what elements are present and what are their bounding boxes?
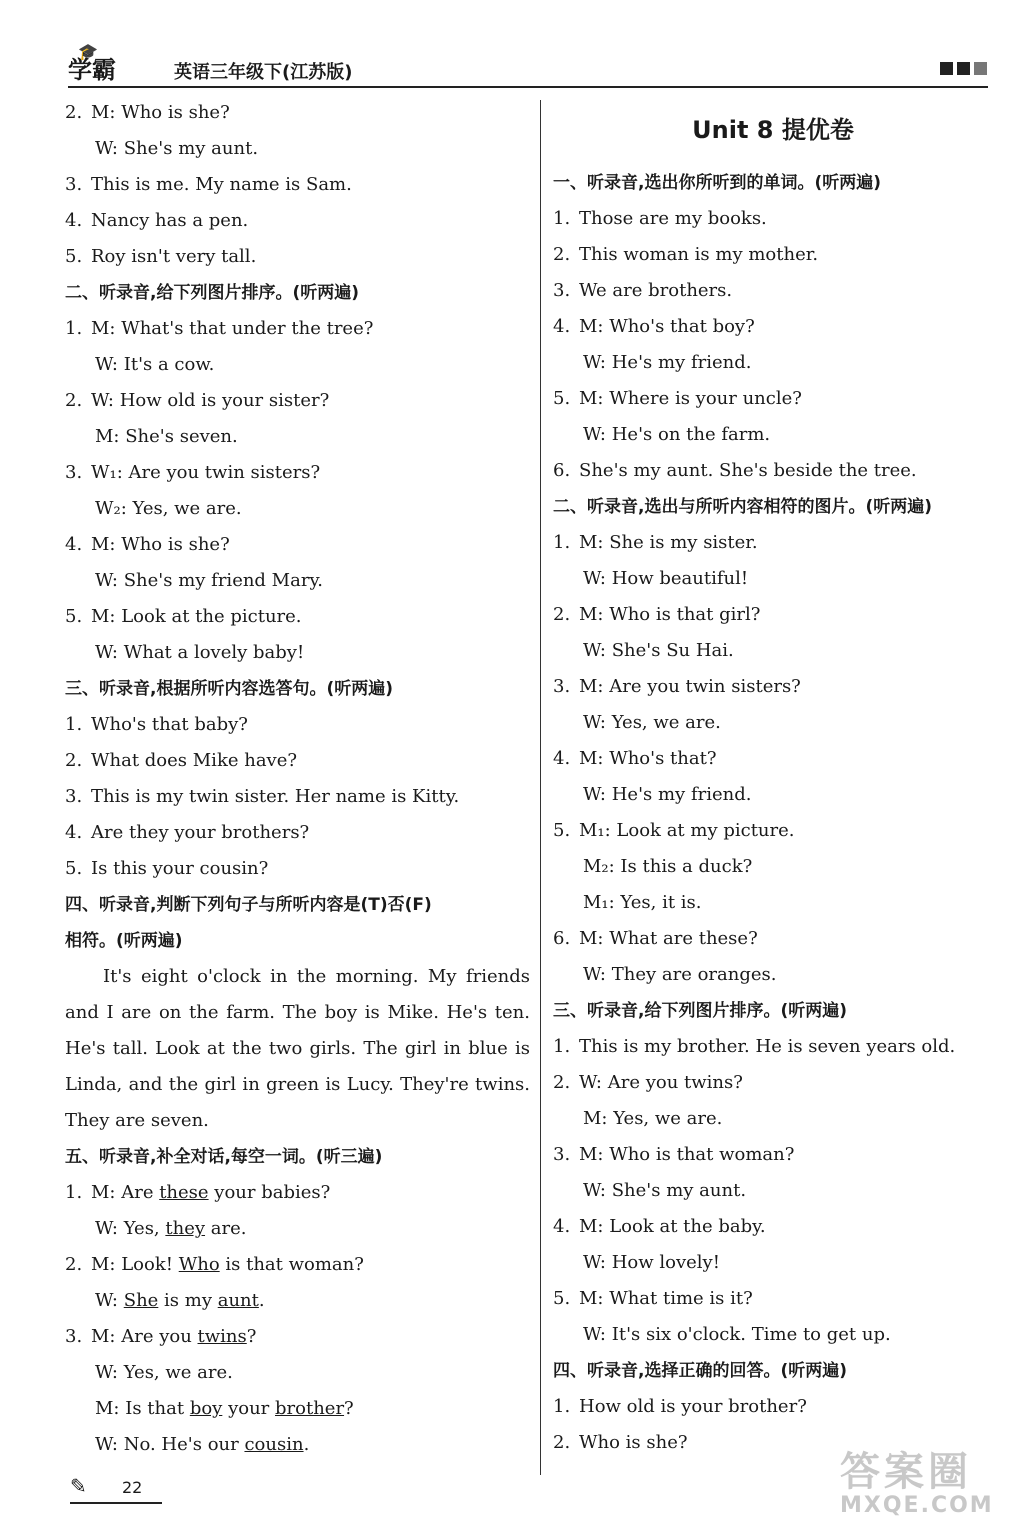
item-number: 3.	[65, 786, 83, 807]
script-line	[65, 563, 530, 599]
script-line	[553, 885, 993, 921]
filled-answer: She	[123, 1290, 159, 1311]
script-line	[65, 347, 530, 383]
answer-line: 2. M: Look! Who is that woman?	[65, 1254, 364, 1275]
line-text: W: How beautiful!	[583, 568, 749, 589]
line-text: W: What a lovely baby!	[95, 642, 305, 663]
line-text: Roy isn't very tall.	[91, 246, 257, 267]
line-text: W: He's my friend.	[583, 352, 752, 373]
script-line	[553, 1137, 993, 1173]
item-number: 4.	[553, 1216, 571, 1237]
answer-line: W: Yes, they are.	[95, 1218, 247, 1239]
script-line	[553, 669, 993, 705]
answer-line: W: No. He's our cousin.	[95, 1434, 310, 1455]
script-line	[553, 273, 993, 309]
script-line	[553, 453, 993, 489]
script-line	[553, 849, 993, 885]
script-line	[65, 239, 530, 275]
script-line	[553, 309, 993, 345]
line-text: W: She's my aunt.	[95, 138, 259, 159]
script-line	[65, 419, 530, 455]
script-line	[553, 525, 993, 561]
line-text: W: He's on the farm.	[583, 424, 771, 445]
answer-line: 3. M: Are you twins?	[65, 1326, 257, 1347]
section-heading: 二、听录音,给下列图片排序。(听两遍)	[65, 283, 359, 303]
script-line	[65, 779, 530, 815]
script-line	[65, 743, 530, 779]
line-text: W: How lovely!	[583, 1252, 720, 1273]
item-number: 1.	[553, 1396, 571, 1417]
item-number: 2.	[553, 1072, 571, 1093]
script-line	[553, 1029, 993, 1065]
line-text: W₂: Yes, we are.	[95, 498, 242, 519]
line-text: This is my twin sister. Her name is Kitty.	[91, 786, 460, 807]
section-heading: 四、听录音,判断下列句子与所听内容是(T)否(F)	[65, 895, 432, 915]
line-text: M: Who's that boy?	[579, 316, 755, 337]
script-line	[553, 1245, 993, 1281]
section-heading: 三、听录音,根据所听内容选答句。(听两遍)	[65, 679, 393, 699]
script-line	[553, 777, 993, 813]
filled-answer: twins	[197, 1326, 247, 1347]
script-line	[65, 635, 530, 671]
page-header	[68, 42, 988, 88]
line-text: M₁: Yes, it is.	[583, 892, 702, 913]
script-line	[65, 491, 530, 527]
line-text: M: Who is that girl?	[579, 604, 761, 625]
item-number: 4.	[553, 316, 571, 337]
item-number: 6.	[553, 460, 571, 481]
item-number: 2.	[553, 244, 571, 265]
script-line	[553, 705, 993, 741]
item-number: 2.	[65, 102, 83, 123]
item-number: 1.	[553, 532, 571, 553]
filled-answer: boy	[189, 1398, 223, 1419]
line-text: Is this your cousin?	[91, 858, 269, 879]
section-heading: 五、听录音,补全对话,每空一词。(听三遍)	[65, 1147, 383, 1167]
line-text: Who's that baby?	[91, 714, 248, 735]
script-line	[553, 813, 993, 849]
item-number: 1.	[65, 714, 83, 735]
filled-answer: brother	[275, 1398, 345, 1419]
line-text: M: Are you twin sisters?	[579, 676, 801, 697]
line-text: Who is she?	[579, 1432, 688, 1453]
script-line	[65, 527, 530, 563]
script-line	[553, 1101, 993, 1137]
item-number: 4.	[65, 210, 83, 231]
line-text: M: What time is it?	[579, 1288, 753, 1309]
filled-answer: these	[159, 1182, 209, 1203]
page-footer	[70, 1472, 162, 1504]
line-text: This is me. My name is Sam.	[91, 174, 352, 195]
script-line	[65, 707, 530, 743]
page-number: 22	[122, 1478, 143, 1497]
line-text: W: They are oranges.	[583, 964, 777, 985]
pencil-icon: ✎	[70, 1474, 87, 1498]
item-number: 3.	[553, 280, 571, 301]
square-icon	[974, 62, 987, 75]
line-text: Are they your brothers?	[91, 822, 310, 843]
brand-logo: 🎓 学霸	[68, 42, 116, 84]
item-number: 6.	[553, 928, 571, 949]
line-text: What does Mike have?	[91, 750, 298, 771]
line-text: M: Who's that?	[579, 748, 717, 769]
script-line	[65, 95, 530, 131]
section-heading: 二、听录音,选出与所听内容相符的图片。(听两遍)	[553, 497, 932, 517]
line-text: We are brothers.	[579, 280, 733, 301]
filled-answer: Who	[178, 1254, 220, 1275]
line-text: M₁: Look at my picture.	[579, 820, 795, 841]
filled-answer: cousin	[244, 1434, 304, 1455]
line-text: M: She is my sister.	[579, 532, 758, 553]
line-text: M: What are these?	[579, 928, 758, 949]
script-line	[553, 633, 993, 669]
book-title: 英语三年级下(江苏版)	[174, 62, 353, 83]
line-text: How old is your brother?	[579, 1396, 807, 1417]
script-line	[65, 167, 530, 203]
item-number: 1.	[553, 1036, 571, 1057]
script-line	[65, 383, 530, 419]
watermark: 答案圈 MXQE.COM	[840, 1449, 994, 1518]
line-text: This woman is my mother.	[579, 244, 819, 265]
script-line	[553, 1281, 993, 1317]
section-heading: 三、听录音,给下列图片排序。(听两遍)	[553, 1001, 847, 1021]
item-number: 1.	[553, 208, 571, 229]
script-line	[553, 1065, 993, 1101]
graduation-cap-icon: 🎓	[78, 42, 98, 61]
item-number: 4.	[65, 534, 83, 555]
left-column	[65, 95, 530, 1463]
filled-answer: they	[165, 1218, 206, 1239]
answer-line: 1. M: Are these your babies?	[65, 1182, 331, 1203]
item-number: 5.	[65, 246, 83, 267]
script-line	[65, 851, 530, 887]
script-line	[553, 1317, 993, 1353]
script-line	[553, 417, 993, 453]
item-number: 5.	[65, 606, 83, 627]
line-text: W: Are you twins?	[579, 1072, 743, 1093]
line-text: She's my aunt. She's beside the tree.	[579, 460, 917, 481]
line-text: W₁: Are you twin sisters?	[91, 462, 321, 483]
script-line	[553, 1173, 993, 1209]
script-line	[553, 921, 993, 957]
line-text: This is my brother. He is seven years old.	[579, 1036, 956, 1057]
script-line	[65, 311, 530, 347]
item-number: 5.	[553, 388, 571, 409]
item-number: 3.	[553, 676, 571, 697]
square-icon	[940, 62, 953, 75]
line-text: M₂: Is this a duck?	[583, 856, 753, 877]
script-line	[553, 201, 993, 237]
line-text: M: Who is she?	[91, 534, 230, 555]
script-line	[553, 1389, 993, 1425]
item-number: 3.	[65, 462, 83, 483]
line-text: Those are my books.	[579, 208, 767, 229]
line-text: W: It's a cow.	[95, 354, 215, 375]
square-icon	[957, 62, 970, 75]
script-line	[553, 345, 993, 381]
item-number: 3.	[65, 174, 83, 195]
script-line	[553, 741, 993, 777]
item-number: 4.	[65, 822, 83, 843]
script-line	[65, 455, 530, 491]
script-line	[65, 599, 530, 635]
line-text: Nancy has a pen.	[91, 210, 249, 231]
line-text: W: It's six o'clock. Time to get up.	[583, 1324, 891, 1345]
script-line	[553, 957, 993, 993]
script-line	[553, 237, 993, 273]
item-number: 2.	[553, 604, 571, 625]
answer-line: W: She is my aunt.	[95, 1290, 265, 1311]
line-text: W: She's my aunt.	[583, 1180, 747, 1201]
answer-line: W: Yes, we are.	[95, 1362, 233, 1383]
item-number: 4.	[553, 748, 571, 769]
column-divider	[540, 100, 541, 1475]
line-text: W: She's Su Hai.	[583, 640, 734, 661]
script-line	[553, 1209, 993, 1245]
section-heading: 一、听录音,选出你所听到的单词。(听两遍)	[553, 173, 881, 193]
line-text: M: Who is that woman?	[579, 1144, 795, 1165]
line-text: M: What's that under the tree?	[91, 318, 374, 339]
line-text: W: Yes, we are.	[583, 712, 721, 733]
line-text: W: He's my friend.	[583, 784, 752, 805]
section-heading-cont: 相符。(听两遍)	[65, 931, 183, 951]
line-text: M: Who is she?	[91, 102, 230, 123]
item-number: 2.	[553, 1432, 571, 1453]
line-text: W: She's my friend Mary.	[95, 570, 323, 591]
item-number: 5.	[65, 858, 83, 879]
script-line	[553, 381, 993, 417]
line-text: M: Where is your uncle?	[579, 388, 802, 409]
script-line	[65, 131, 530, 167]
item-number: 2.	[65, 390, 83, 411]
unit-title: Unit 8 提优卷	[692, 116, 854, 144]
item-number: 2.	[65, 750, 83, 771]
script-line	[553, 597, 993, 633]
line-text: M: She's seven.	[95, 426, 238, 447]
item-number: 3.	[553, 1144, 571, 1165]
line-text: W: How old is your sister?	[91, 390, 330, 411]
right-column	[553, 95, 993, 1461]
script-line	[553, 561, 993, 597]
line-text: M: Look at the picture.	[91, 606, 302, 627]
section-heading: 四、听录音,选择正确的回答。(听两遍)	[553, 1361, 847, 1381]
script-line	[65, 815, 530, 851]
item-number: 5.	[553, 820, 571, 841]
script-line	[65, 203, 530, 239]
listening-passage: It's eight o'clock in the morning. My friends and I are on the farm. The boy is Mike. He's ten. He's tall. Look at the two girls. The girl in blue is Linda, and the girl in green is Lucy. They're twins. They are seven.	[65, 966, 530, 1131]
filled-answer: aunt	[217, 1290, 259, 1311]
answer-line: M: Is that boy your brother?	[95, 1398, 354, 1419]
item-number: 1.	[65, 318, 83, 339]
item-number: 5.	[553, 1288, 571, 1309]
line-text: M: Look at the baby.	[579, 1216, 766, 1237]
line-text: M: Yes, we are.	[583, 1108, 723, 1129]
